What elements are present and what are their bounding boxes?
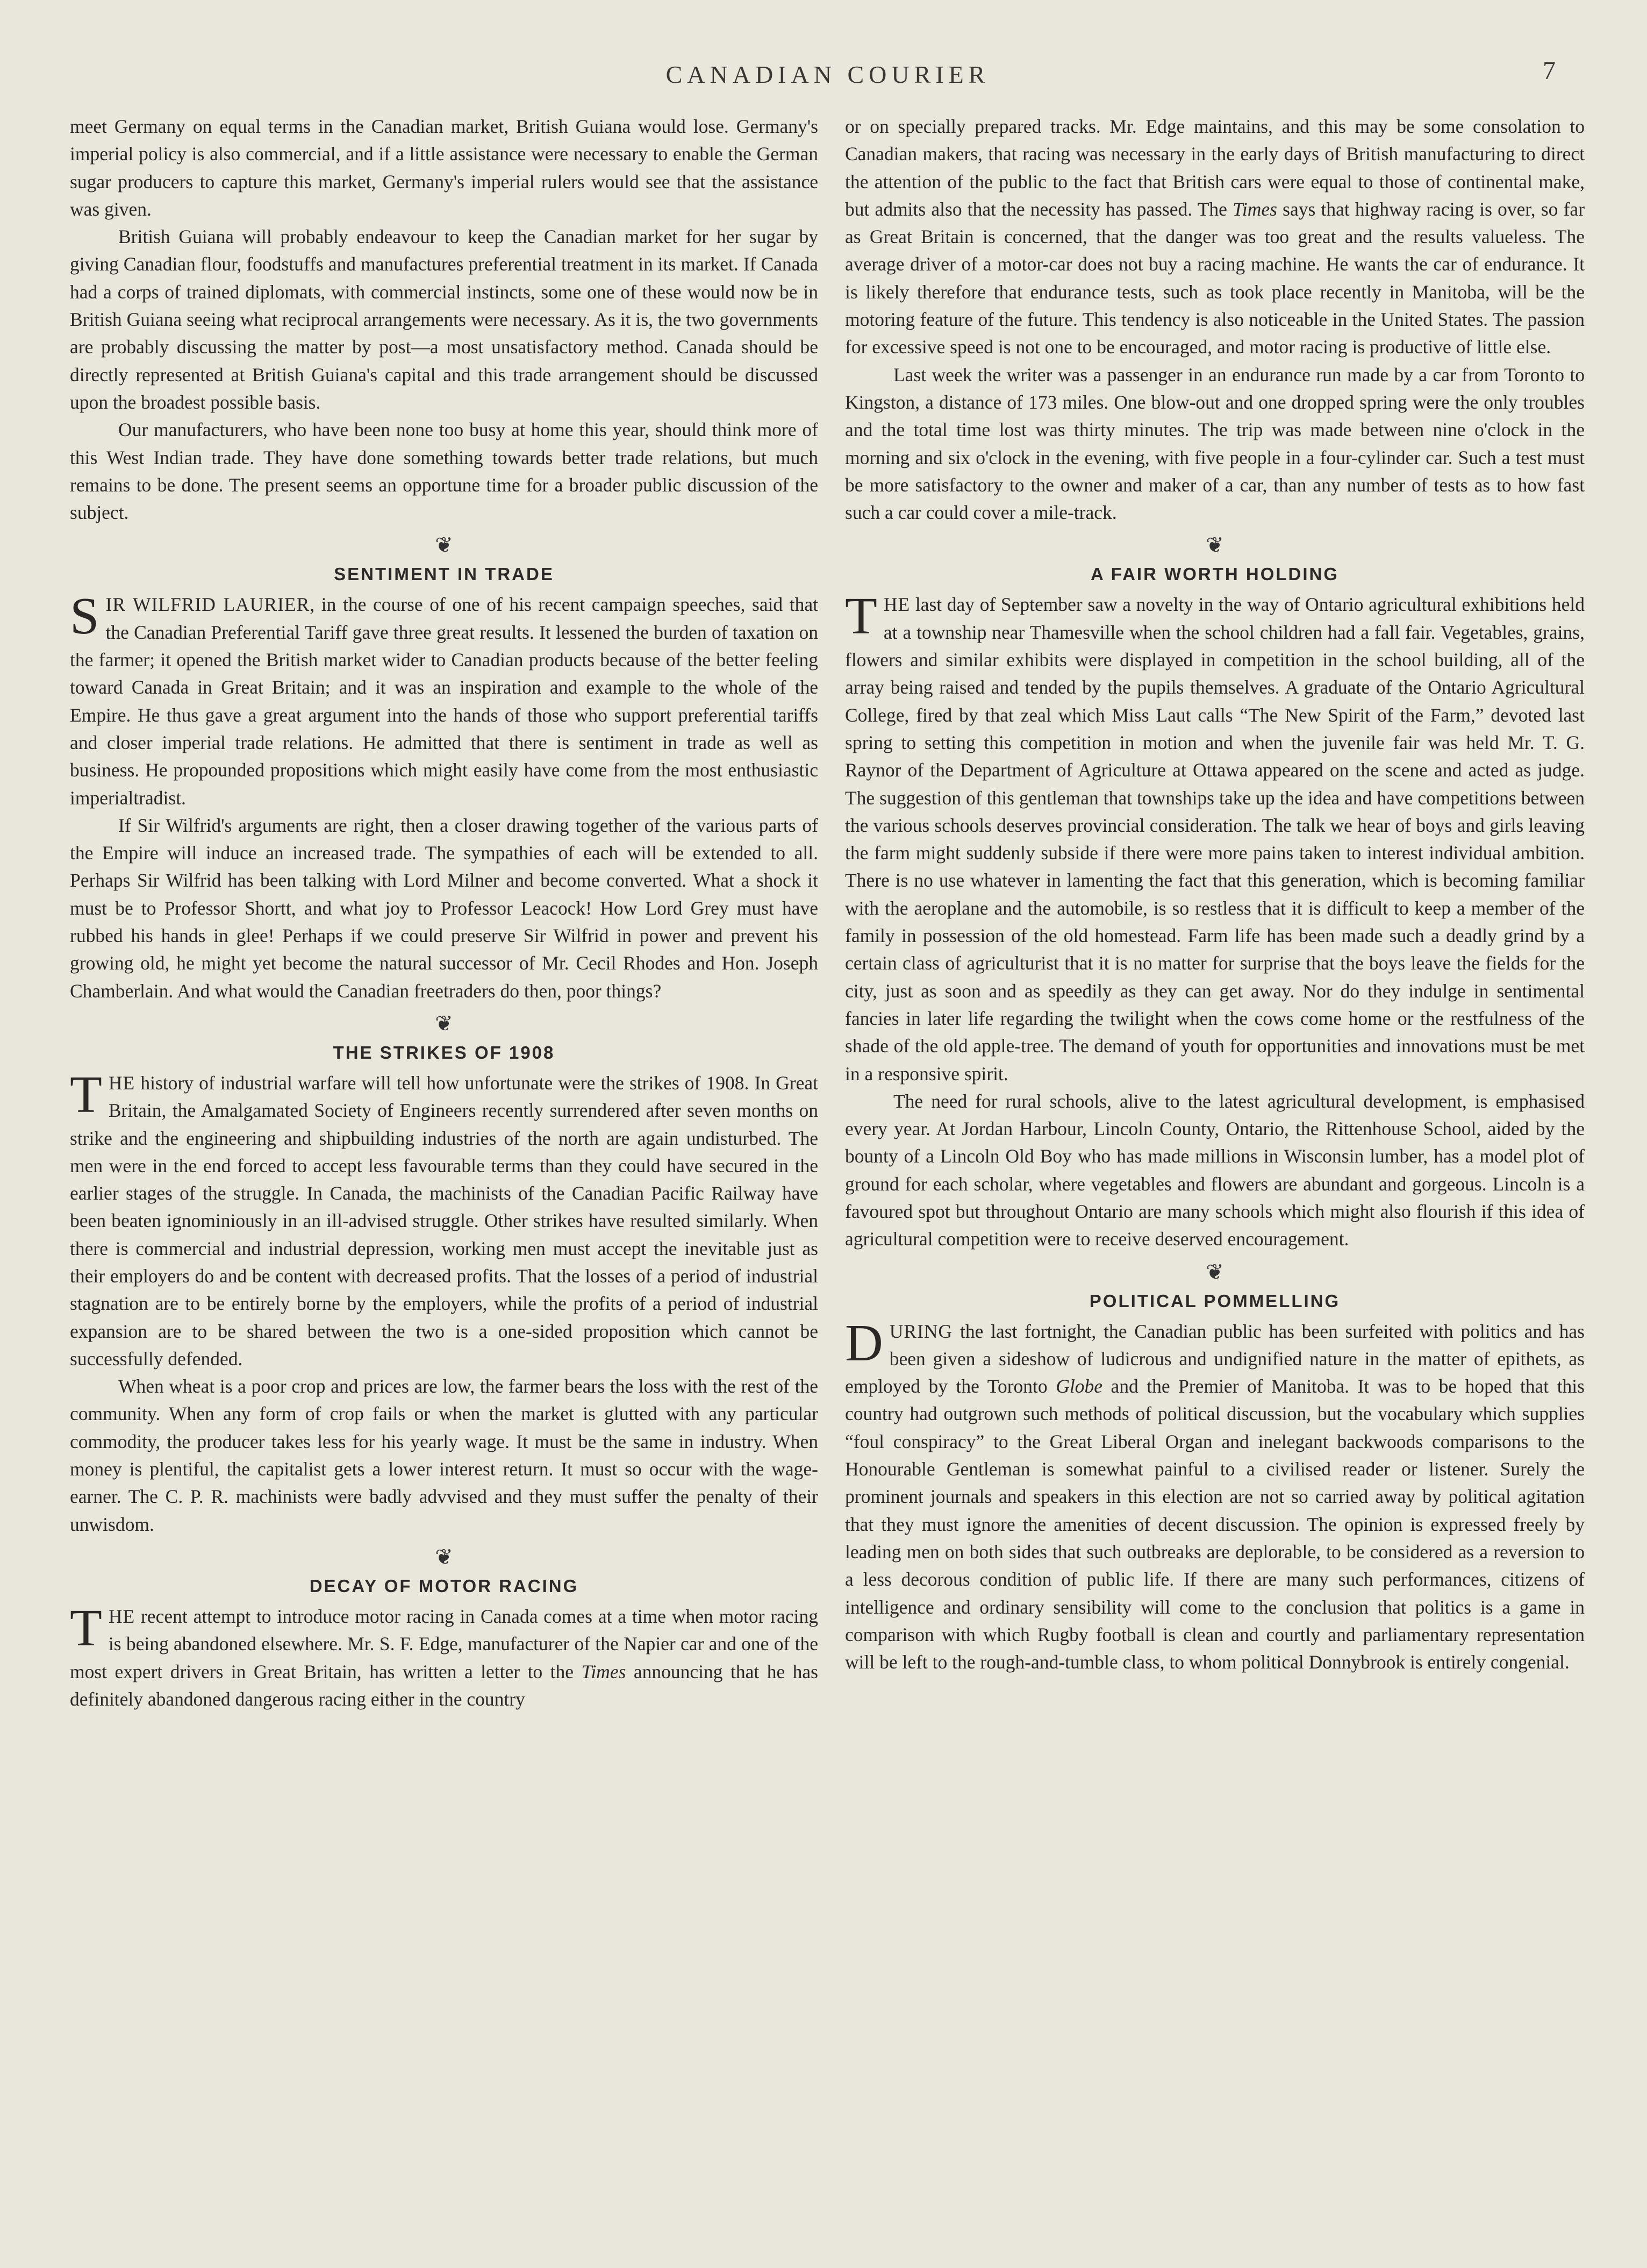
paragraph-text: and the Premier of Manitoba. It was to be hoped that this country had outgrown such methods of political discussion, but the vocabulary which supplies “foul conspiracy” to the Great Liberal Organ and inelegant backwoods comparisons to the Honourable Gentleman is somewhat painful to a civilised reader or listener. Surely the prominent journals and speakers in this election are not so carried away by political agitation that they must ignore the amenities of decent discussion. The opinion is expressed freely by leading men on both sides that such outbreaks are deplorable, to be considered as a reversion to a less decorous condition of public life. If there are many such performances, citizens of intelligence and ordinary sensibility will come to the conclusion that politics is a game in comparison with which Rugby football is clean and courtly and parliamentary representation will be left to the rough-and-tumble class, to whom political Donnybrook is entirely congenial. bbox=[845, 1375, 1585, 1673]
paragraph-text: or on specially prepared tracks. Mr. Edge maintains, and this may be some consolation to Canadian makers, that racing was necessary in the early days of British manufacturing to direct the attention of the public to the fact that British cars were equal to those of continental make, but admits also that the necessity has passed. The bbox=[845, 116, 1585, 220]
paragraph-text: history of industrial warfare will tell how unfortunate were the strikes of 1908. In Great Britain, the Amalgamated Society of Engineers recently surrendered after seven months on strike and the engineering and shipbuilding industries of the north are again undisturbed. The men were in the end forced to accept less favourable terms than they could have secured in the earlier stages of the struggle. In Canada, the machinists of the Canadian Pacific Railway have been beaten ignominiously in an ill-advised struggle. Other strikes have resulted similarly. When there is commercial and industrial depression, working men must accept the inevitable just as their employers do and be content with decreased profits. That the losses of a period of industrial stagnation are to be entirely borne by the employers, while the profits of a period of industrial expansion are to be shared between the two is a one-sided proposition which cannot be successfully defended. bbox=[70, 1072, 818, 1370]
drop-cap: T bbox=[845, 587, 877, 646]
section-heading: A FAIR WORTH HOLDING bbox=[1090, 564, 1340, 584]
paragraph: meet Germany on equal terms in the Canadian market, British Guiana would lose. Germany's imperial policy is also commercial, and if a little assistance were necessary to enable the German sugar producers to capture this market, Germany's imperial rulers would see that the assistance was given. bbox=[70, 116, 818, 220]
paragraph: The need for rural schools, alive to the latest agricultural development, is emphasised every year. At Jordan Harbour, Lincoln County, Ontario, the Rittenhouse School, aided by the bounty of a Lincoln Old Boy who has made millions in Wisconsin lumber, has a model plot of ground for each scholar, where vegetables and flowers are abundant and gorgeous. Lincoln is a favoured spot but throughout Ontario are many schools which might also flourish if this idea of agricultural competition were to receive deserved encouragement. bbox=[845, 1090, 1585, 1250]
paragraph: Our manufacturers, who have been none too busy at home this year, should think more of this West Indian trade. They have done something towards better trade relations, but much remains to be done. The present seems an opportune time for a broader public discussion of the subject. bbox=[70, 419, 818, 524]
section-heading: SENTIMENT IN TRADE bbox=[334, 564, 554, 584]
paragraph-text: announcing that he has definitely abandoned dangerous racing either in the country bbox=[70, 1660, 818, 1710]
newspaper-name: Times bbox=[581, 1660, 626, 1682]
paragraph: British Guiana will probably endeavour to keep the Canadian market for her sugar by giving Canadian flour, foodstuffs and manufactures preferential treatment in its market. If Canada had a corps of trained diplomats, with commercial instincts, some one of these would now be in British Guiana seeing what reciprocal arrangements were necessary. As it is, the two governments are probably discussing the matter by post—a most unsatisfactory method. Canada should be directly represented at British Guiana's capital and this trade arrangement should be discussed upon the broadest possible basis. bbox=[70, 226, 818, 413]
drop-cap: T bbox=[70, 1065, 102, 1124]
paragraph-text: says that highway racing is over, so far as Great Britain is concerned, that the danger was too great and the results valueless. The average driver of a motor-car does not buy a racing machine. He wants the car of endurance. It is likely therefore that endurance tests, such as took place recently in Manitoba, will be the motoring feature of the future. This tendency is also noticeable in the United States. The passion for excessive speed is not one to be encouraged, and motor racing is productive of little else. bbox=[845, 198, 1585, 358]
leaf-ornament-icon: ❦ bbox=[435, 533, 453, 558]
drop-cap: S bbox=[70, 587, 99, 646]
page-number: 7 bbox=[1543, 56, 1556, 85]
paragraph bbox=[845, 587, 1585, 1087]
lead-caps: IR WILFRID LAURIER bbox=[105, 594, 310, 616]
paragraph-text: last day of September saw a novelty in the way of Ontario agricultural exhibitions held at a township near Thamesville when the school children had a fall fair. Vegetables, grains, flowers and similar exhibits were displayed in competition in the school building, all of the array being raised and tended by the pupils themselves. A graduate of the Ontario Agricultural College, fired by that zeal which Miss Laut calls “The New Spirit of the Farm,” devoted last spring to setting this competition in motion and when the juvenile fair was held Mr. T. G. Raynor of the Department of Agriculture at Ottawa appeared on the scene and acted as judge. The suggestion of this gentleman that townships take up the idea and have competitions between the various schools deserves provincial consideration. The talk we hear of boys and girls leaving the farm might suddenly subside if there were more pains taken to interest individual ambition. There is no use whatever in lamenting the fact that this generation, which is becoming familiar with the aeroplane and the automobile, is so restless that it is difficult to keep a member of the family in possession of the old homestead. Farm life has been made such a deadly grind by a certain class of agriculturist that it is no matter for surprise that the boys leave the fields for the city, just as soon and as speedily as they can get away. Nor do they indulge in sentimental fancies in later life regarding the twilight when the cows come home or the restfulness of the shade of the old apple-tree. The demand of youth for opportunities and innovations must be met in a responsive spirit. bbox=[845, 594, 1585, 1085]
paragraph: Last week the writer was a passenger in an endurance run made by a car from Toronto to Kingston, a distance of 173 miles. One blow-out and one dropped spring were the only troubles and the total time lost was thirty minutes. The trip was made between nine o'clock in the morning and six o'clock in the evening, with five people in a four-cylinder car. Such a test must be more satisfactory to the owner and maker of a car, than any number of tests as to how fast such a car could cover a mile-track. bbox=[845, 363, 1585, 524]
paragraph-text: the last fortnight, the Canadian public has been surfeited with politics and has been given a sideshow of ludicrous and undignified nature in the matter of epithets, as employed by the Toronto bbox=[845, 1320, 1585, 1397]
paragraph bbox=[70, 1065, 818, 1373]
lead-caps: HE bbox=[883, 594, 911, 616]
paragraph bbox=[845, 1314, 1585, 1677]
section-heading: DECAY OF MOTOR RACING bbox=[309, 1575, 579, 1596]
leaf-ornament-icon: ❦ bbox=[1206, 1259, 1224, 1284]
lead-caps: HE bbox=[108, 1605, 135, 1627]
masthead: CANADIAN COURIER bbox=[665, 61, 990, 88]
newspaper-name: Globe bbox=[1056, 1375, 1102, 1397]
paragraph: If Sir Wilfrid's arguments are right, then a closer drawing together of the various parts of the Empire will induce an increased trade. The sympathies of each will be extended to all. Perhaps Sir Wilfrid has been talking with Lord Milner and become converted. What a shock it must be to Professor Shortt, and what joy to Professor Leacock! How Lord Grey must have rubbed his hands in glee! Perhaps if we could preserve Sir Wilfrid in power and prevent his growing old, he might yet become the natural successor of Mr. Cecil Rhodes and Hon. Joseph Chamberlain. And what would the Canadian freetraders do then, poor things? bbox=[70, 814, 818, 1002]
paragraph: When wheat is a poor crop and prices are low, the farmer bears the loss with the rest of the community. When any form of crop fails or when the market is glutted with any particular commodity, the producer takes less for his yearly wage. It must be the same in industry. When money is plentiful, the capitalist gets a lower interest return. It must so occur with the wage-earner. The C. P. R. machinists were badly advvised and they must suffer the penalty of their unwisdom. bbox=[70, 1375, 818, 1535]
paragraph-text: , in the course of one of his recent campaign speeches, said that the Canadian Preferential Tariff gave three great results. It lessened the burden of taxation on the farmer; it opened the British market wider to Canadian products because of the better feeling toward Canada in Great Britain; and it was an inspiration and example to the whole of the Empire. He thus gave a great argument into the hands of those who support preferential tariffs and closer imperial trade relations. He admitted that there is sentiment in trade as well as business. He propounded propositions which might easily have come from the most enthusiastic imperialtradist. bbox=[70, 594, 818, 809]
right-column bbox=[845, 113, 1585, 1676]
newspaper-name: Times bbox=[1233, 198, 1277, 220]
lead-caps: HE bbox=[108, 1072, 135, 1094]
section-heading: POLITICAL POMMELLING bbox=[1089, 1290, 1341, 1311]
paragraph-text: recent attempt to introduce motor racing in Canada comes at a time when motor racing is being abandoned elsewhere. Mr. S. F. Edge, manufacturer of the Napier car and one of the most expert drivers in Great Britain, has written a letter to the bbox=[70, 1605, 818, 1682]
left-column bbox=[70, 113, 818, 1713]
lead-caps: URING bbox=[889, 1320, 953, 1342]
leaf-ornament-icon: ❦ bbox=[435, 1011, 453, 1036]
leaf-ornament-icon: ❦ bbox=[1206, 533, 1224, 558]
drop-cap: T bbox=[70, 1599, 102, 1657]
section-heading: THE STRIKES OF 1908 bbox=[333, 1042, 555, 1062]
paragraph bbox=[70, 587, 818, 811]
leaf-ornament-icon: ❦ bbox=[435, 1544, 453, 1569]
drop-cap: D bbox=[845, 1314, 883, 1372]
paragraph bbox=[845, 113, 1585, 361]
paragraph bbox=[70, 1599, 818, 1713]
